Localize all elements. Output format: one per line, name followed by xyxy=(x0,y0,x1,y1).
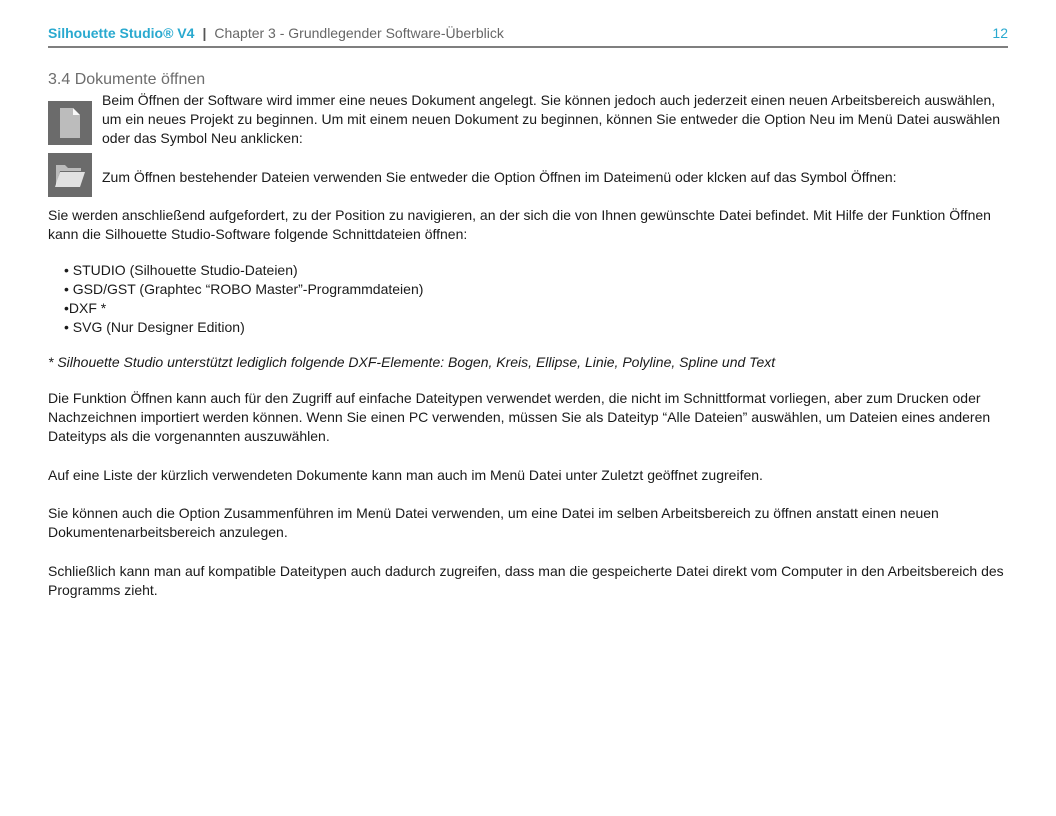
new-document-text: Beim Öffnen der Software wird immer eine neues Dokument angelegt. Sie können jedoch auch jederzeit einen neuen Arbeitsbereich auswählen, um ein neues Projekt zu beginnen. Um mit einem neuen Dokument zu beginnen, können Sie entweder die Option Neu im Menü Datei auswählen oder das Symbol Neu anklicken: xyxy=(102,92,1001,146)
page-number: 12 xyxy=(992,25,1008,41)
dxf-note: * Silhouette Studio unterstützt lediglich folgende DXF-Elemente: Bogen, Kreis, Ellipse, Linie, Polyline, Spline und Text xyxy=(48,354,776,370)
recent-documents-paragraph: Auf eine Liste der kürzlich verwendeten Dokumente kann man auch im Menü Datei unter Zuletzt geöffnet zugreifen. xyxy=(48,467,763,483)
list-item: •DXF * xyxy=(64,300,107,316)
list-item: • GSD/GST (Graphtec “ROBO Master”-Programmdateien) xyxy=(64,281,424,297)
list-item: • SVG (Nur Designer Edition) xyxy=(64,319,245,335)
new-document-icon xyxy=(48,101,92,145)
page-header xyxy=(48,22,1008,44)
chapter-title: Chapter 3 - Grundlegender Software-Überblick xyxy=(214,25,504,41)
merge-paragraph: Sie können auch die Option Zusammenführen im Menü Datei verwenden, um eine Datei im selben Arbeitsbereich zu öffnen anstatt einen neuen Dokumentenarbeitsbereich anzulegen. xyxy=(48,505,939,540)
file-type-list xyxy=(64,261,423,337)
header-separator: | xyxy=(202,25,207,41)
header-rule xyxy=(48,46,1008,48)
brand-title: Silhouette Studio® V4 xyxy=(48,25,195,41)
open-existing-text: Zum Öffnen bestehender Dateien verwenden Sie entweder die Option Öffnen im Dateimenü oder klcken auf das Symbol Öffnen: xyxy=(102,169,897,185)
section-title: 3.4 Dokumente öffnen xyxy=(48,71,206,88)
open-intro-paragraph: Sie werden anschließend aufgefordert, zu der Position zu navigieren, an der sich die von Ihnen gewünschte Datei befindet. Mit Hilfe der Funktion Öffnen kann die Silhouette Studio-Software folgende Schnittdateien öffnen: xyxy=(48,207,991,242)
open-folder-icon xyxy=(48,153,92,197)
open-function-paragraph: Die Funktion Öffnen kann auch für den Zugriff auf einfache Dateitypen verwendet werden, die nicht im Schnittformat vorliegen, aber zum Drucken oder Nachzeichnen importiert werden können. Wenn Sie einen PC verwenden, müssen Sie als Dateityp “Alle Dateien” auswählen, um Dateien eines anderen Dateityps als die vorgenannten auszuwählen. xyxy=(48,390,991,444)
list-item: • STUDIO (Silhouette Studio-Dateien) xyxy=(64,262,298,278)
drag-drop-paragraph: Schließlich kann man auf kompatible Dateitypen auch dadurch zugreifen, dass man die gespeicherte Datei direkt vom Computer in den Arbeitsbereich des Programms zieht. xyxy=(48,563,1004,598)
